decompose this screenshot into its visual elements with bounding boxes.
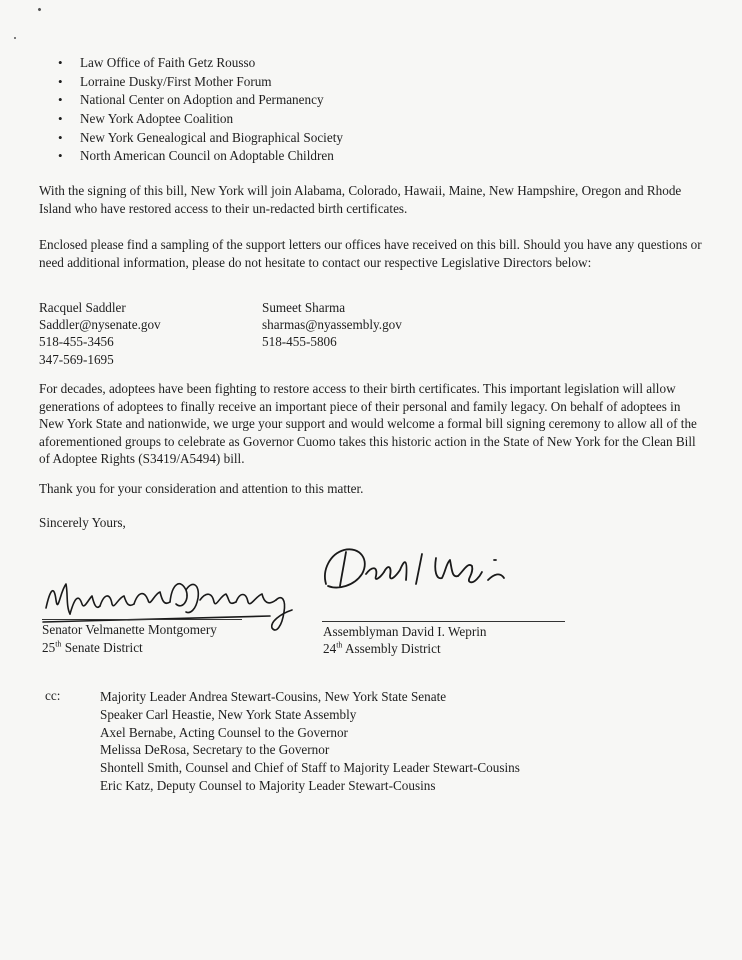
list-item: • Law Office of Faith Getz Rousso — [58, 54, 343, 73]
list-item: Shontell Smith, Counsel and Chief of Staff to Majority Leader Stewart-Cousins — [100, 760, 520, 776]
thanks-paragraph: Thank you for your consideration and attention to this matter. — [39, 481, 364, 496]
list-item: Speaker Carl Heastie, New York State Assembly — [100, 706, 357, 722]
assemblyman-signature-line — [322, 621, 565, 622]
enclosed-paragraph: Enclosed please find a sampling of the support letters our offices have received on this bill. Should you have any questions or need additional information, please do not hesitate to contact our respective Legislative Directors below: — [39, 237, 702, 270]
senator-signature-line — [42, 619, 242, 620]
contact-email: Saddler@nysenate.gov — [39, 317, 161, 333]
senator-district: 25th Senate District — [42, 639, 143, 655]
scan-speck — [14, 37, 16, 39]
senator-title: Senator Velmanette Montgomery — [42, 622, 217, 637]
scan-speck — [37, 7, 41, 11]
senate-contact-block — [39, 299, 161, 368]
cc-recipient-list — [100, 688, 520, 795]
closing-salutation: Sincerely Yours, — [39, 515, 126, 530]
list-item: • National Center on Adoption and Permanency — [58, 91, 343, 110]
decades-paragraph: For decades, adoptees have been fighting to restore access to their birth certificates. This important legislation will allow generations of adoptees to finally receive an important piece of their personal and family legacy. On behalf of adoptees in New York State and nationwide, we urge your support and would welcome a formal bill signing ceremony to allow all of the aforementioned groups to celebrate as Governor Cuomo takes this historic action in the State of New York for the Clean Bill of Adoptee Rights (S3419/A5494) bill. — [39, 381, 697, 466]
list-item: Axel Bernabe, Acting Counsel to the Governor — [100, 724, 348, 740]
list-item: Melissa DeRosa, Secretary to the Governor — [100, 742, 330, 758]
list-item: Eric Katz, Deputy Counsel to Majority Leader Stewart-Cousins — [100, 777, 436, 793]
list-item: • New York Adoptee Coalition — [58, 110, 343, 129]
list-item: • New York Genealogical and Biographical Society — [58, 129, 343, 148]
contact-phone: 518-455-3456 — [39, 334, 114, 350]
list-item: • Lorraine Dusky/First Mother Forum — [58, 73, 343, 92]
contact-name: Sumeet Sharma — [262, 300, 346, 315]
assemblyman-signature — [318, 540, 548, 610]
assemblyman-title: Assemblyman David I. Weprin — [323, 624, 487, 639]
assembly-contact-block — [262, 299, 402, 351]
assemblyman-district: 24th Assembly District — [323, 640, 441, 656]
contact-name: Racquel Saddler — [39, 300, 126, 315]
contact-phone: 518-455-5806 — [262, 334, 337, 350]
organization-list — [58, 54, 343, 166]
list-item: Majority Leader Andrea Stewart-Cousins, New York State Senate — [100, 689, 447, 704]
contact-phone: 347-569-1695 — [39, 351, 114, 367]
cc-label: cc: — [45, 688, 61, 703]
list-item: • North American Council on Adoptable Children — [58, 147, 343, 166]
contact-email: sharmas@nyassembly.gov — [262, 317, 402, 333]
states-paragraph: With the signing of this bill, New York will join Alabama, Colorado, Hawaii, Maine, New Hampshire, Oregon and Rhode Island who have restored access to their un-redacted birth certificates. — [39, 183, 682, 216]
